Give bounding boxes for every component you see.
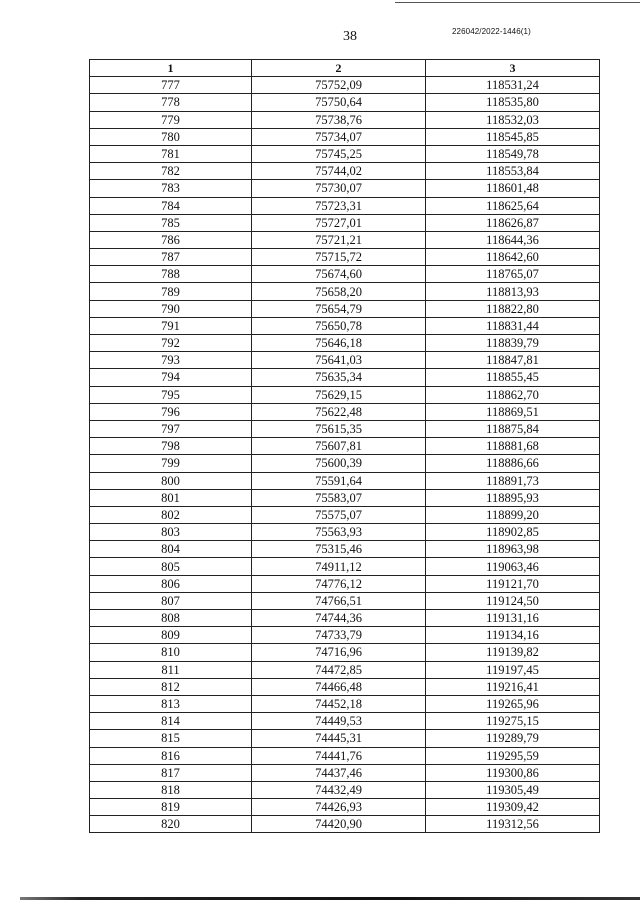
y-coordinate-cell: 119134,16 — [426, 627, 600, 644]
table-row — [90, 489, 600, 506]
x-coordinate-cell: 75583,07 — [252, 489, 426, 506]
point-number-cell: 779 — [90, 111, 252, 128]
x-coordinate-cell: 74449,53 — [252, 713, 426, 730]
x-coordinate-cell: 75600,39 — [252, 455, 426, 472]
y-coordinate-cell: 119216,41 — [426, 678, 600, 695]
y-coordinate-cell: 118881,68 — [426, 438, 600, 455]
table-row — [90, 799, 600, 816]
x-coordinate-cell: 75629,15 — [252, 386, 426, 403]
point-number-cell: 801 — [90, 489, 252, 506]
y-coordinate-cell: 119295,59 — [426, 747, 600, 764]
point-number-cell: 786 — [90, 231, 252, 248]
table-row — [90, 335, 600, 352]
table-row — [90, 541, 600, 558]
y-coordinate-cell: 118847,81 — [426, 352, 600, 369]
x-coordinate-cell: 74452,18 — [252, 695, 426, 712]
coordinates-table — [89, 59, 600, 833]
point-number-cell: 803 — [90, 524, 252, 541]
table-row — [90, 386, 600, 403]
table-body — [90, 77, 600, 833]
table-row — [90, 713, 600, 730]
point-number-cell: 808 — [90, 610, 252, 627]
point-number-cell: 813 — [90, 695, 252, 712]
point-number-cell: 817 — [90, 764, 252, 781]
table-row — [90, 249, 600, 266]
x-coordinate-cell: 75727,01 — [252, 214, 426, 231]
x-coordinate-cell: 75734,07 — [252, 128, 426, 145]
column-header-3: 3 — [426, 60, 600, 77]
table-row — [90, 145, 600, 162]
point-number-cell: 781 — [90, 145, 252, 162]
x-coordinate-cell: 75575,07 — [252, 506, 426, 523]
table-row — [90, 266, 600, 283]
table-row — [90, 283, 600, 300]
x-coordinate-cell: 75650,78 — [252, 317, 426, 334]
point-number-cell: 809 — [90, 627, 252, 644]
y-coordinate-cell: 118869,51 — [426, 403, 600, 420]
table-row — [90, 128, 600, 145]
x-coordinate-cell: 75745,25 — [252, 145, 426, 162]
y-coordinate-cell: 118831,44 — [426, 317, 600, 334]
column-header-2: 2 — [252, 60, 426, 77]
point-number-cell: 790 — [90, 300, 252, 317]
y-coordinate-cell: 118886,66 — [426, 455, 600, 472]
y-coordinate-cell: 119309,42 — [426, 799, 600, 816]
x-coordinate-cell: 74776,12 — [252, 575, 426, 592]
page-number: 38 — [343, 29, 357, 44]
table-row — [90, 231, 600, 248]
table-row — [90, 558, 600, 575]
table-row — [90, 472, 600, 489]
table-row — [90, 180, 600, 197]
x-coordinate-cell: 75723,31 — [252, 197, 426, 214]
y-coordinate-cell: 118839,79 — [426, 335, 600, 352]
y-coordinate-cell: 119063,46 — [426, 558, 600, 575]
x-coordinate-cell: 75715,72 — [252, 249, 426, 266]
point-number-cell: 777 — [90, 77, 252, 94]
x-coordinate-cell: 75750,64 — [252, 94, 426, 111]
x-coordinate-cell: 75635,34 — [252, 369, 426, 386]
table-row — [90, 730, 600, 747]
point-number-cell: 799 — [90, 455, 252, 472]
point-number-cell: 812 — [90, 678, 252, 695]
table-row — [90, 816, 600, 833]
x-coordinate-cell: 75674,60 — [252, 266, 426, 283]
y-coordinate-cell: 118549,78 — [426, 145, 600, 162]
y-coordinate-cell: 119131,16 — [426, 610, 600, 627]
x-coordinate-cell: 75658,20 — [252, 283, 426, 300]
x-coordinate-cell: 75646,18 — [252, 335, 426, 352]
y-coordinate-cell: 118862,70 — [426, 386, 600, 403]
y-coordinate-cell: 118875,84 — [426, 420, 600, 437]
x-coordinate-cell: 75721,21 — [252, 231, 426, 248]
y-coordinate-cell: 118822,80 — [426, 300, 600, 317]
x-coordinate-cell: 74466,48 — [252, 678, 426, 695]
table-row — [90, 506, 600, 523]
bottom-rule — [20, 897, 640, 900]
top-rule — [395, 2, 640, 3]
y-coordinate-cell: 118531,24 — [426, 77, 600, 94]
y-coordinate-cell: 118963,98 — [426, 541, 600, 558]
x-coordinate-cell: 74716,96 — [252, 644, 426, 661]
table-row — [90, 77, 600, 94]
x-coordinate-cell: 75615,35 — [252, 420, 426, 437]
table-row — [90, 661, 600, 678]
y-coordinate-cell: 118545,85 — [426, 128, 600, 145]
table-row — [90, 300, 600, 317]
point-number-cell: 785 — [90, 214, 252, 231]
point-number-cell: 791 — [90, 317, 252, 334]
x-coordinate-cell: 74445,31 — [252, 730, 426, 747]
table-row — [90, 678, 600, 695]
table-row — [90, 317, 600, 334]
point-number-cell: 787 — [90, 249, 252, 266]
y-coordinate-cell: 119197,45 — [426, 661, 600, 678]
table-row — [90, 575, 600, 592]
y-coordinate-cell: 118626,87 — [426, 214, 600, 231]
y-coordinate-cell: 118553,84 — [426, 163, 600, 180]
point-number-cell: 820 — [90, 816, 252, 833]
point-number-cell: 810 — [90, 644, 252, 661]
x-coordinate-cell: 75607,81 — [252, 438, 426, 455]
table-row — [90, 214, 600, 231]
point-number-cell: 805 — [90, 558, 252, 575]
x-coordinate-cell: 74437,46 — [252, 764, 426, 781]
x-coordinate-cell: 74472,85 — [252, 661, 426, 678]
point-number-cell: 802 — [90, 506, 252, 523]
y-coordinate-cell: 118899,20 — [426, 506, 600, 523]
point-number-cell: 819 — [90, 799, 252, 816]
table-row — [90, 524, 600, 541]
x-coordinate-cell: 75738,76 — [252, 111, 426, 128]
table-row — [90, 644, 600, 661]
y-coordinate-cell: 119265,96 — [426, 695, 600, 712]
y-coordinate-cell: 119289,79 — [426, 730, 600, 747]
table-row — [90, 94, 600, 111]
table-row — [90, 627, 600, 644]
y-coordinate-cell: 118902,85 — [426, 524, 600, 541]
table-row — [90, 455, 600, 472]
x-coordinate-cell: 74432,49 — [252, 781, 426, 798]
y-coordinate-cell: 118765,07 — [426, 266, 600, 283]
point-number-cell: 780 — [90, 128, 252, 145]
x-coordinate-cell: 75563,93 — [252, 524, 426, 541]
point-number-cell: 784 — [90, 197, 252, 214]
point-number-cell: 788 — [90, 266, 252, 283]
point-number-cell: 778 — [90, 94, 252, 111]
x-coordinate-cell: 74426,93 — [252, 799, 426, 816]
table-row — [90, 197, 600, 214]
x-coordinate-cell: 75654,79 — [252, 300, 426, 317]
table-row — [90, 369, 600, 386]
y-coordinate-cell: 118644,36 — [426, 231, 600, 248]
point-number-cell: 806 — [90, 575, 252, 592]
y-coordinate-cell: 119312,56 — [426, 816, 600, 833]
y-coordinate-cell: 119139,82 — [426, 644, 600, 661]
x-coordinate-cell: 74911,12 — [252, 558, 426, 575]
x-coordinate-cell: 75591,64 — [252, 472, 426, 489]
point-number-cell: 816 — [90, 747, 252, 764]
y-coordinate-cell: 119121,70 — [426, 575, 600, 592]
point-number-cell: 804 — [90, 541, 252, 558]
table-row — [90, 781, 600, 798]
y-coordinate-cell: 118813,93 — [426, 283, 600, 300]
point-number-cell: 795 — [90, 386, 252, 403]
y-coordinate-cell: 119124,50 — [426, 592, 600, 609]
point-number-cell: 800 — [90, 472, 252, 489]
y-coordinate-cell: 118891,73 — [426, 472, 600, 489]
table-row — [90, 352, 600, 369]
y-coordinate-cell: 119300,86 — [426, 764, 600, 781]
x-coordinate-cell: 74766,51 — [252, 592, 426, 609]
point-number-cell: 794 — [90, 369, 252, 386]
point-number-cell: 783 — [90, 180, 252, 197]
point-number-cell: 793 — [90, 352, 252, 369]
table-row — [90, 695, 600, 712]
x-coordinate-cell: 75315,46 — [252, 541, 426, 558]
document-reference: 226042/2022-1446(1) — [452, 27, 531, 36]
table-row — [90, 747, 600, 764]
table-row — [90, 403, 600, 420]
point-number-cell: 811 — [90, 661, 252, 678]
y-coordinate-cell: 118601,48 — [426, 180, 600, 197]
y-coordinate-cell: 118855,45 — [426, 369, 600, 386]
column-header-1: 1 — [90, 60, 252, 77]
point-number-cell: 797 — [90, 420, 252, 437]
point-number-cell: 818 — [90, 781, 252, 798]
point-number-cell: 807 — [90, 592, 252, 609]
x-coordinate-cell: 74744,36 — [252, 610, 426, 627]
point-number-cell: 796 — [90, 403, 252, 420]
table-row — [90, 764, 600, 781]
table-row — [90, 438, 600, 455]
x-coordinate-cell: 74441,76 — [252, 747, 426, 764]
x-coordinate-cell: 75752,09 — [252, 77, 426, 94]
y-coordinate-cell: 118625,64 — [426, 197, 600, 214]
x-coordinate-cell: 75641,03 — [252, 352, 426, 369]
point-number-cell: 798 — [90, 438, 252, 455]
table-row — [90, 592, 600, 609]
x-coordinate-cell: 74733,79 — [252, 627, 426, 644]
y-coordinate-cell: 118535,80 — [426, 94, 600, 111]
point-number-cell: 815 — [90, 730, 252, 747]
x-coordinate-cell: 75730,07 — [252, 180, 426, 197]
point-number-cell: 789 — [90, 283, 252, 300]
point-number-cell: 782 — [90, 163, 252, 180]
x-coordinate-cell: 74420,90 — [252, 816, 426, 833]
x-coordinate-cell: 75622,48 — [252, 403, 426, 420]
x-coordinate-cell: 75744,02 — [252, 163, 426, 180]
table-header-row — [90, 60, 600, 77]
table-row — [90, 163, 600, 180]
table-row — [90, 610, 600, 627]
table-row — [90, 420, 600, 437]
y-coordinate-cell: 119275,15 — [426, 713, 600, 730]
y-coordinate-cell: 118532,03 — [426, 111, 600, 128]
table-row — [90, 111, 600, 128]
y-coordinate-cell: 119305,49 — [426, 781, 600, 798]
point-number-cell: 792 — [90, 335, 252, 352]
y-coordinate-cell: 118895,93 — [426, 489, 600, 506]
point-number-cell: 814 — [90, 713, 252, 730]
y-coordinate-cell: 118642,60 — [426, 249, 600, 266]
